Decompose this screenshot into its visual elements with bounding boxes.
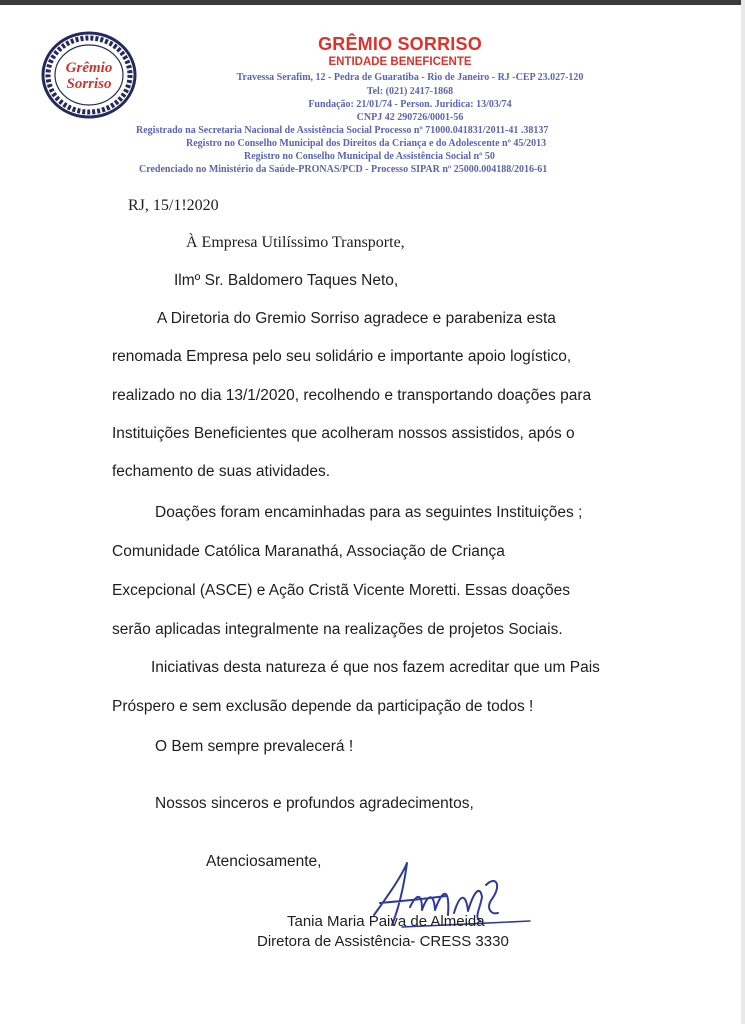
letter-date: RJ, 15/1!2020 (128, 197, 219, 214)
paragraph-3-line: Iniciativas desta natureza é que nos fazem acreditar que um Pais (151, 659, 600, 676)
paragraph-1-line: A Diretoria do Gremio Sorriso agradece e parabeniza esta (157, 310, 556, 327)
paragraph-1-line: renomada Empresa pelo seu solidário e importante apoio logístico, (112, 348, 572, 365)
org-cnpj: CNPJ 42 290726/0001-56 (356, 112, 464, 123)
closing-line: Atenciosamente, (206, 853, 322, 870)
org-founding: Fundação: 21/01/74 - Person. Juridica: 13/03/74 (308, 99, 512, 110)
handwritten-signature (362, 855, 542, 945)
registration-line-2: Registro no Conselho Municipal dos Direitos da Criança e do Adolescente nº 45/2013 (186, 138, 547, 149)
registration-line-1: Registrado na Secretaria Nacional de Assistência Social Processo nº 71000.041831/2011-41 .38137 (136, 125, 549, 136)
org-name: GRÊMIO SORRISO (318, 34, 482, 54)
thanks-line: Nossos sinceros e profundos agradecimentos, (155, 795, 474, 812)
letter-recipient: À Empresa Utilíssimo Transporte, (186, 234, 405, 251)
paragraph-1-line: fechamento de suas atividades. (112, 463, 330, 480)
paragraph-3-line: Próspero e sem exclusão depende da participação de todos ! (112, 698, 534, 715)
signer-role: Diretora de Assistência- CRESS 3330 (257, 933, 509, 950)
scan-right-edge (741, 0, 745, 1024)
paragraph-4: O Bem sempre prevalecerá ! (155, 738, 354, 755)
signer-name: Tania Maria Paiva de Almeida (287, 913, 485, 930)
paragraph-1-line: realizado no dia 13/1/2020, recolhendo e transportando doações para (112, 387, 592, 404)
paragraph-2-line: Doações foram encaminhadas para as seguintes Instituições ; (155, 504, 583, 521)
paragraph-2-line: Excepcional (ASCE) e Ação Cristã Vicente Moretti. Essas doações (112, 582, 571, 599)
paragraph-2-line: serão aplicadas integralmente na realizações de projetos Sociais. (112, 621, 563, 638)
paragraph-2-line: Comunidade Católica Maranathá, Associação de Criança (112, 543, 505, 560)
registration-line-4: Credenciado no Ministério da Saúde-PRONAS/PCD - Processo SIPAR nº 25000.004188/2016-61 (139, 164, 548, 175)
org-phone: Tel: (021) 2417-1868 (366, 86, 454, 97)
paragraph-1-line: Instituições Beneficientes que acolheram nossos assistidos, após o (112, 425, 575, 442)
svg-text:Sorriso: Sorriso (66, 76, 112, 92)
svg-text:Grêmio: Grêmio (65, 60, 113, 76)
org-subtitle: ENTIDADE BENEFICENTE (328, 56, 472, 68)
gremio-sorriso-logo (40, 30, 138, 120)
registration-line-3: Registro no Conselho Municipal de Assistência Social nº 50 (244, 151, 495, 162)
letter-salutation: Ilmº Sr. Baldomero Taques Neto, (174, 272, 399, 289)
scan-top-edge (0, 0, 745, 5)
org-address: Travessa Serafim, 12 - Pedra de Guaratiba - Rio de Janeiro - RJ -CEP 23.027-120 (236, 72, 584, 83)
